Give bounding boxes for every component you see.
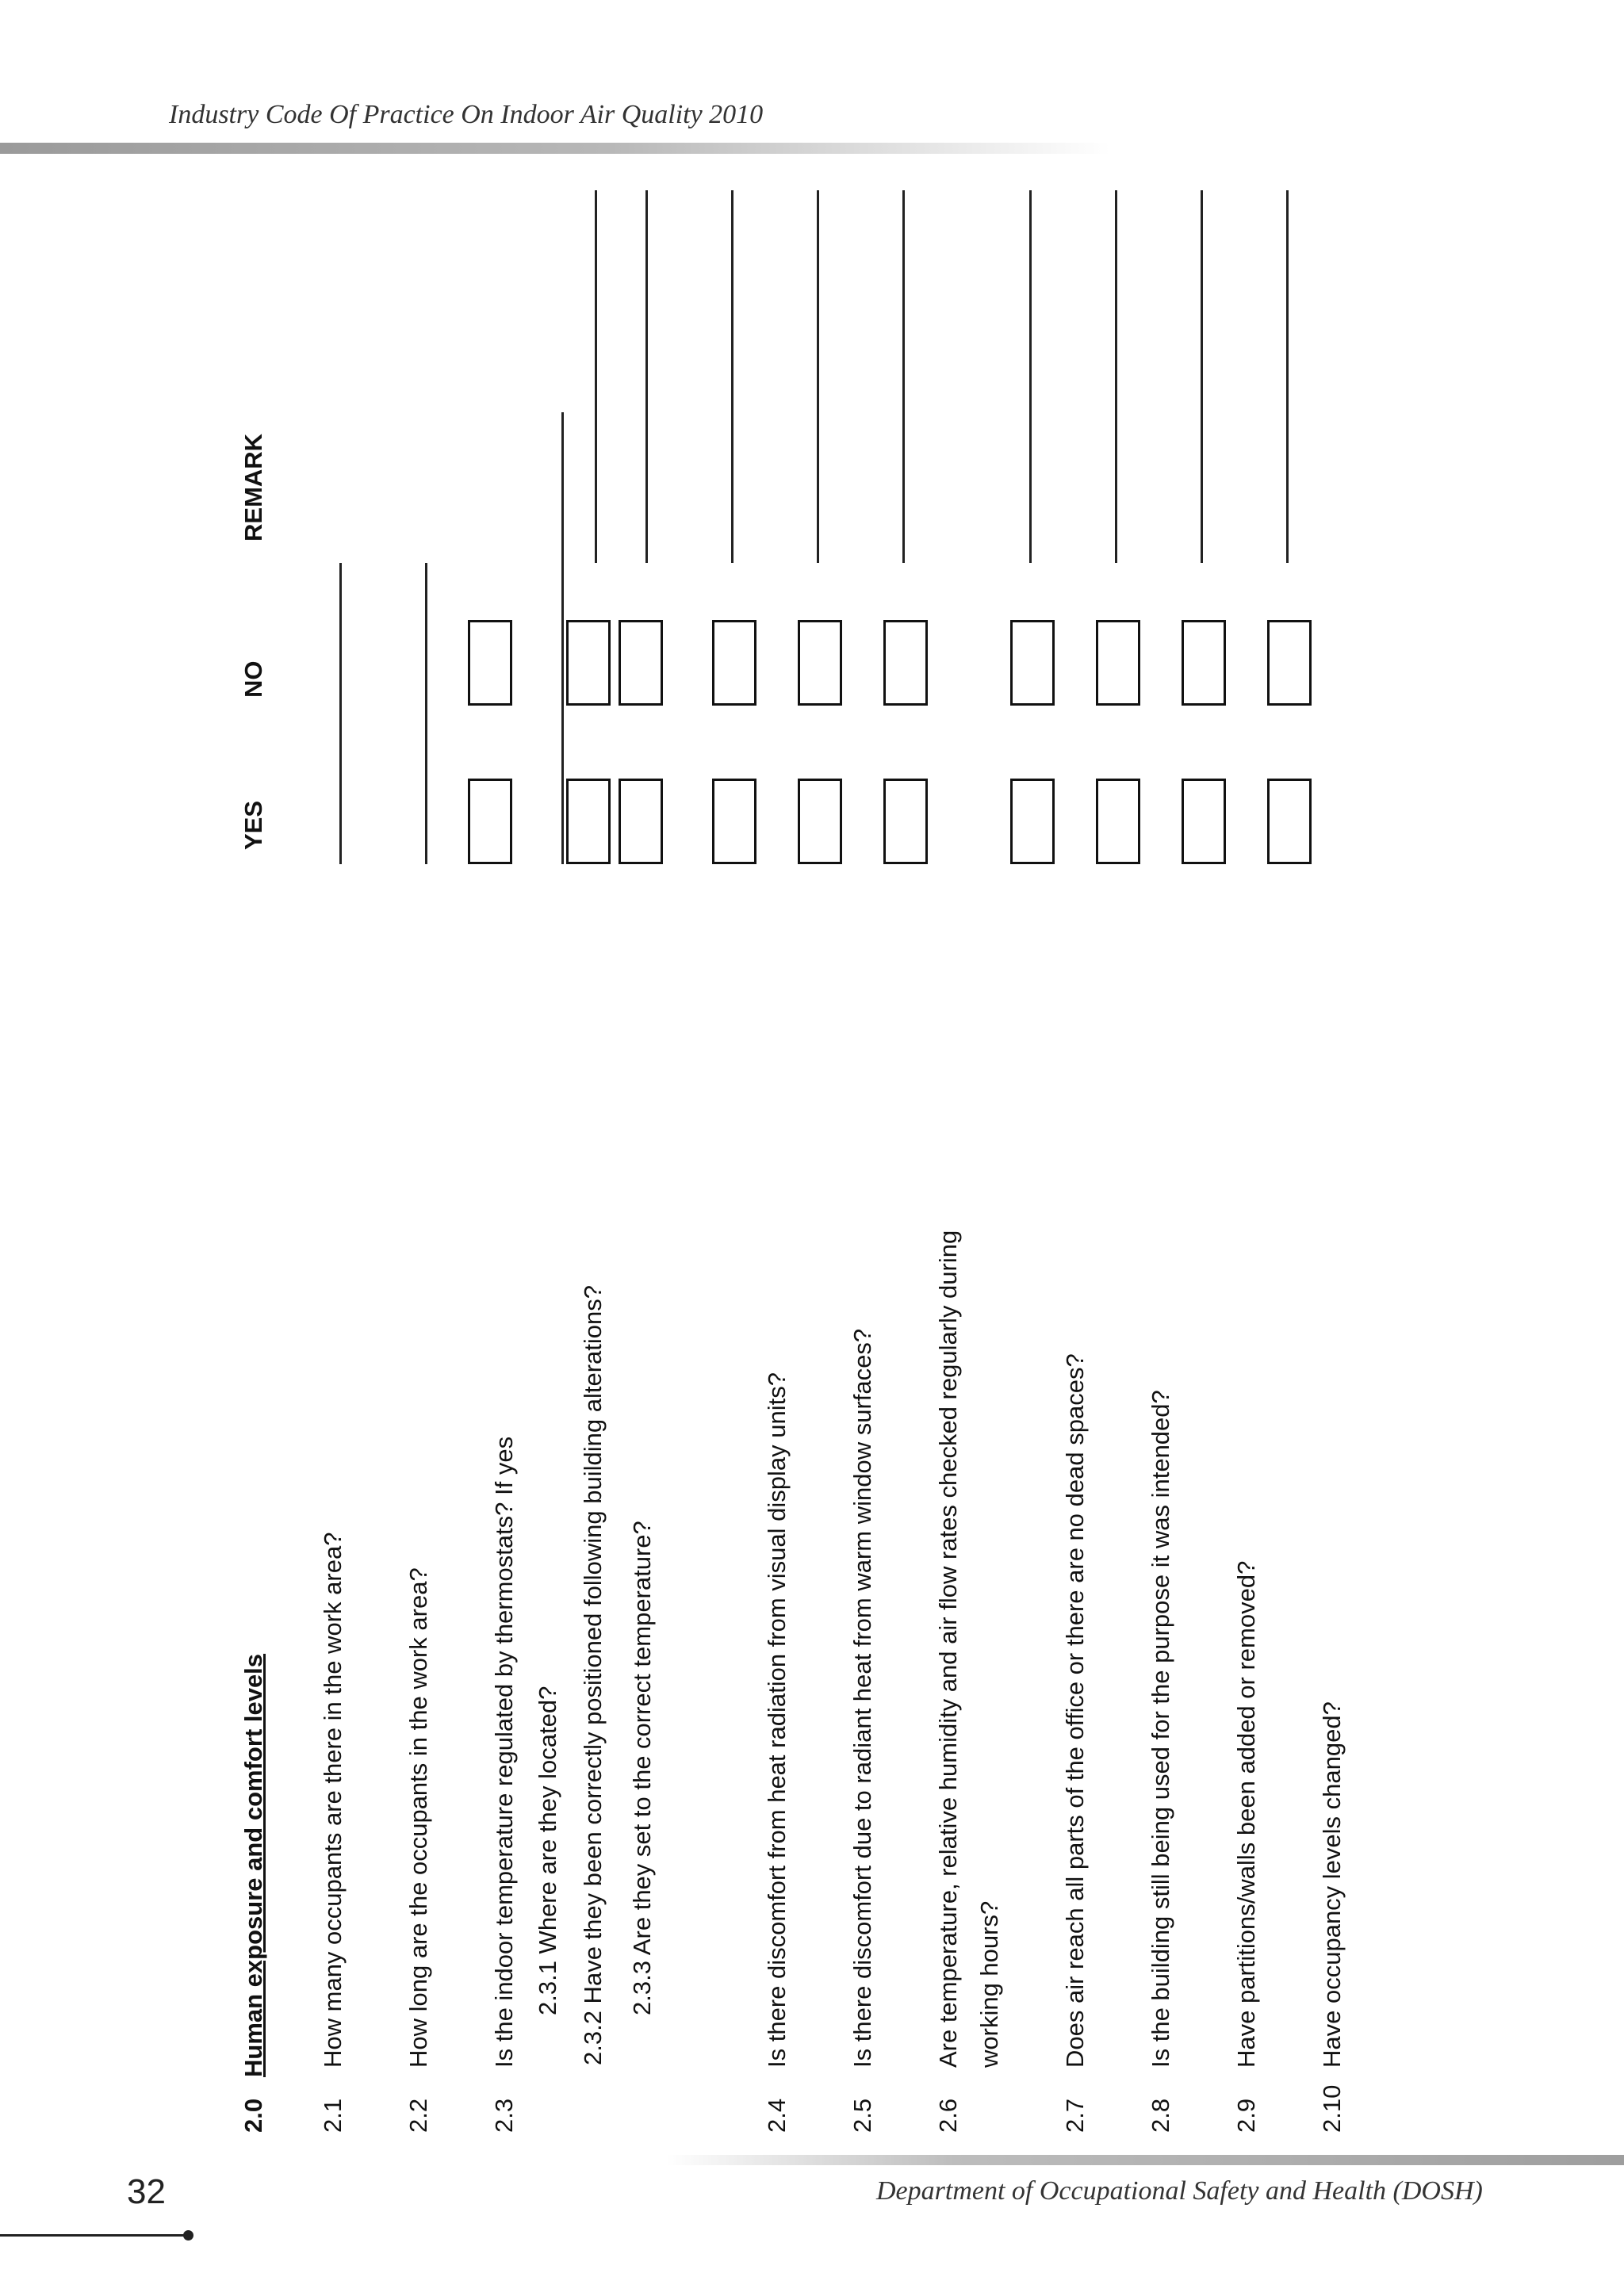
remark-line[interactable] — [731, 190, 733, 563]
yes-checkbox[interactable] — [1096, 779, 1140, 864]
footer-department: Department of Occupational Safety and Health (DOSH) — [876, 2176, 1483, 2206]
header-bar — [0, 143, 1110, 154]
rotated-checklist — [222, 190, 1411, 2133]
no-checkbox[interactable] — [1182, 620, 1226, 706]
yes-checkbox[interactable] — [1267, 779, 1312, 864]
question-text: 2.3.1 Where are they located? — [534, 1686, 561, 2015]
remark-line[interactable] — [595, 190, 597, 563]
page-number: 32 — [127, 2172, 166, 2211]
question-text: Does air reach all parts of the office or there are no dead spaces? — [1061, 1353, 1089, 2068]
question-number: 2.9 — [1232, 2098, 1260, 2133]
no-checkbox[interactable] — [798, 620, 842, 706]
answer-line[interactable] — [339, 563, 342, 864]
remark-line[interactable] — [902, 190, 905, 563]
question-text: Is the building still being used for the purpose it was intended? — [1147, 1390, 1174, 2068]
remark-line[interactable] — [817, 190, 819, 563]
question-number: 2.8 — [1147, 2098, 1174, 2133]
no-checkbox[interactable] — [1267, 620, 1312, 706]
question-text: Have partitions/walls been added or removed? — [1232, 1560, 1260, 2068]
question-text: Is the indoor temperature regulated by thermostats? If yes — [490, 1436, 518, 2068]
no-checkbox[interactable] — [1010, 620, 1055, 706]
column-header-yes: YES — [239, 800, 267, 850]
no-checkbox[interactable] — [566, 620, 611, 706]
yes-checkbox[interactable] — [619, 779, 663, 864]
question-text: How many occupants are there in the work area? — [319, 1532, 347, 2068]
question-number: 2.2 — [404, 2098, 432, 2133]
column-header-remark: REMARK — [239, 433, 267, 541]
question-text: 2.3.3 Are they set to the correct temperature? — [628, 1521, 656, 2015]
no-checkbox[interactable] — [883, 620, 928, 706]
answer-line[interactable] — [425, 563, 427, 864]
no-checkbox[interactable] — [1096, 620, 1140, 706]
question-text: Is there discomfort from heat radiation from visual display units? — [763, 1372, 791, 2068]
yes-checkbox[interactable] — [1010, 779, 1055, 864]
yes-checkbox[interactable] — [1182, 779, 1226, 864]
page-number-dot — [183, 2230, 193, 2241]
section-number: 2.0 — [239, 2098, 267, 2133]
section-title: Human exposure and comfort levels — [239, 1653, 267, 2077]
question-text: Is there discomfort due to radiant heat from warm window surfaces? — [848, 1328, 876, 2068]
yes-checkbox[interactable] — [566, 779, 611, 864]
remark-line[interactable] — [645, 190, 648, 563]
question-text: 2.3.2 Have they been correctly positioned following building alterations? — [579, 1285, 607, 2065]
yes-checkbox[interactable] — [883, 779, 928, 864]
remark-line[interactable] — [1029, 190, 1032, 563]
no-checkbox[interactable] — [619, 620, 663, 706]
yes-checkbox[interactable] — [468, 779, 512, 864]
question-number: 2.10 — [1318, 2084, 1346, 2133]
question-number: 2.7 — [1061, 2098, 1089, 2133]
question-text: Have occupancy levels changed? — [1318, 1701, 1346, 2068]
question-number: 2.6 — [934, 2098, 962, 2133]
question-number: 2.4 — [763, 2098, 791, 2133]
column-header-no: NO — [239, 660, 267, 698]
question-text-continuation: working hours? — [975, 1900, 1003, 2068]
yes-checkbox[interactable] — [798, 779, 842, 864]
document-header-title: Industry Code Of Practice On Indoor Air Quality 2010 — [169, 100, 764, 129]
question-text: Are temperature, relative humidity and air flow rates checked regularly during — [934, 1230, 962, 2068]
question-number: 2.3 — [490, 2098, 518, 2133]
no-checkbox[interactable] — [468, 620, 512, 706]
answer-line[interactable] — [561, 412, 564, 864]
question-number: 2.1 — [319, 2098, 347, 2133]
remark-line[interactable] — [1201, 190, 1203, 563]
footer-bar — [666, 2155, 1624, 2165]
yes-checkbox[interactable] — [712, 779, 756, 864]
question-number: 2.5 — [848, 2098, 876, 2133]
page-number-rule — [0, 2234, 187, 2237]
no-checkbox[interactable] — [712, 620, 756, 706]
question-text: How long are the occupants in the work area? — [404, 1567, 432, 2068]
remark-line[interactable] — [1115, 190, 1117, 563]
remark-line[interactable] — [1286, 190, 1289, 563]
